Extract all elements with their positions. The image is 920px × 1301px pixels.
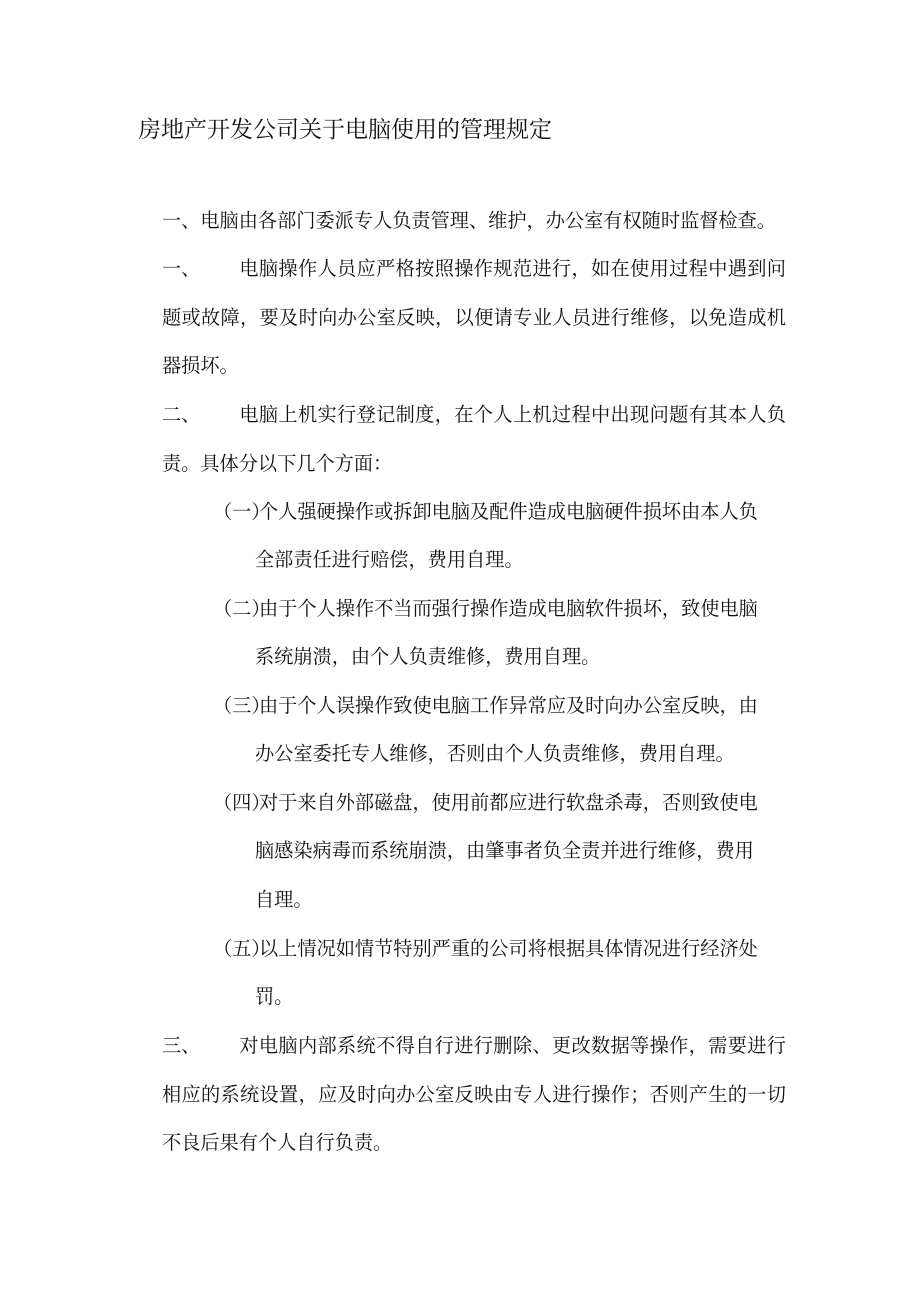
sub-item-label: （二） bbox=[213, 597, 271, 620]
sub-item-text: 由于个人误操作致使电脑工作异常应及时向办公室反映，由 bbox=[259, 694, 758, 717]
sub-item-5-continuation: 罚。 bbox=[255, 985, 294, 1008]
sub-item-text: 以上情况如情节特别严重的公司将根据具体情况进行经济处 bbox=[259, 937, 758, 960]
sub-item-text: 个人强硬操作或拆卸电脑及配件造成电脑硬件损坏由本人负 bbox=[259, 500, 758, 523]
sub-item-text: 由于个人操作不当而强行操作造成电脑软件损坏，致使电脑 bbox=[259, 597, 758, 620]
sub-item-3-continuation: 办公室委托专人维修，否则由个人负责维修，费用自理。 bbox=[255, 742, 735, 765]
regulation-item-2 bbox=[162, 245, 786, 391]
sub-item-label: （三） bbox=[213, 694, 271, 717]
sub-item-5 bbox=[213, 925, 758, 974]
sub-item-1 bbox=[213, 488, 758, 537]
item-text: 对电脑内部系统不得自行进行删除、更改数据等操作，需要进行相应的系统设置，应及时向办公室反映由专人进行操作；否则产生的一切不良后果有个人自行负责。 bbox=[162, 1034, 786, 1154]
sub-item-2-continuation: 系统崩溃，由个人负责维修，费用自理。 bbox=[255, 645, 601, 668]
sub-item-4-continuation-2: 自理。 bbox=[255, 888, 313, 911]
sub-item-4 bbox=[213, 779, 758, 828]
regulation-item-1 bbox=[162, 207, 776, 235]
sub-item-2 bbox=[213, 585, 758, 634]
regulation-item-3 bbox=[162, 391, 786, 488]
sub-item-1-continuation: 全部责任进行赔偿，费用自理。 bbox=[255, 548, 524, 571]
sub-item-label: （一） bbox=[213, 500, 271, 523]
regulation-item-4 bbox=[162, 1022, 786, 1168]
item-number: 三、 bbox=[162, 1034, 201, 1057]
item-number: 一、 bbox=[162, 257, 201, 280]
document-title: 房地产开发公司关于电脑使用的管理规定 bbox=[138, 117, 552, 143]
sub-item-4-continuation: 脑感染病毒而系统崩溃，由肇事者负全责并进行维修，费用 bbox=[255, 839, 754, 862]
item-number: 二、 bbox=[162, 403, 201, 426]
sub-item-label: （四） bbox=[213, 791, 271, 814]
sub-item-text: 对于来自外部磁盘，使用前都应进行软盘杀毒，否则致使电 bbox=[259, 791, 758, 814]
item-text: 电脑上机实行登记制度，在个人上机过程中出现问题有其本人负责。具体分以下几个方面： bbox=[162, 403, 786, 475]
item-number: 一、 bbox=[162, 209, 201, 232]
item-text: 电脑操作人员应严格按照操作规范进行，如在使用过程中遇到问题或故障，要及时向办公室反映，以便请专业人员进行维修，以免造成机器损坏。 bbox=[162, 257, 786, 377]
sub-item-3 bbox=[213, 682, 758, 731]
sub-item-label: （五） bbox=[213, 937, 271, 960]
item-text: 电脑由各部门委派专人负责管理、维护，办公室有权随时监督检查。 bbox=[200, 209, 776, 232]
